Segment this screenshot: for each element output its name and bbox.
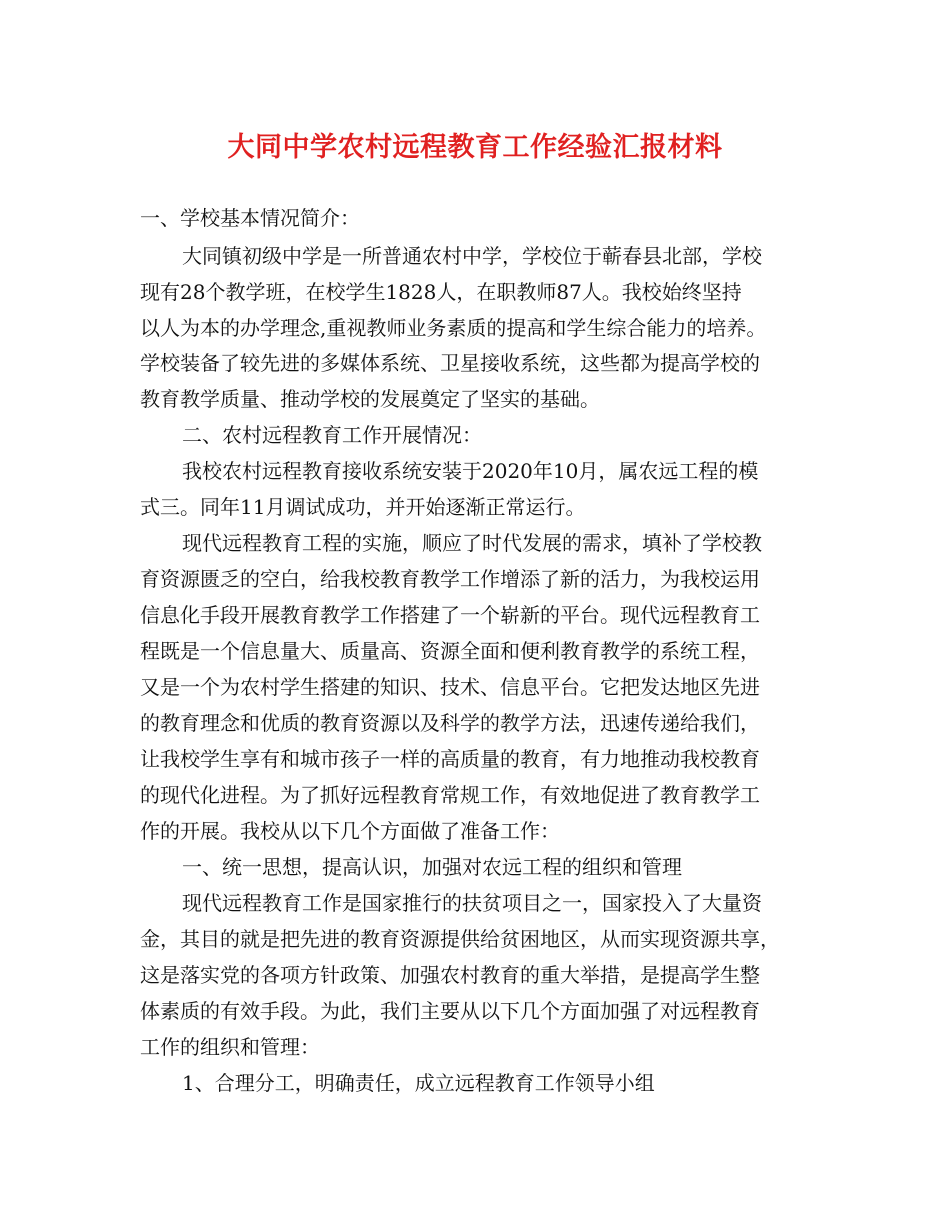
paragraph-line: 作的开展。我校从以下几个方面做了准备工作：	[140, 819, 560, 843]
paragraph-line: 程既是一个信息量大、质量高、资源全面和便利教育教学的系统工程，	[140, 639, 760, 663]
paragraph-line: 现代远程教育工程的实施，顺应了时代发展的需求，填补了学校教	[182, 531, 762, 555]
paragraph-line: 的教育理念和优质的教育资源以及科学的教学方法，迅速传递给我们，	[140, 711, 760, 735]
paragraph-line: 体素质的有效手段。为此，我们主要从以下几个方面加强了对远程教育	[140, 999, 760, 1023]
section-heading: 一、学校基本情况简介：	[140, 206, 360, 230]
paragraph-line: 这是落实党的各项方针政策、加强农村教育的重大举措，是提高学生整	[140, 963, 760, 987]
paragraph-line: 工作的组织和管理：	[140, 1035, 320, 1059]
paragraph-line: 现代远程教育工作是国家推行的扶贫项目之一，国家投入了大量资	[182, 891, 762, 915]
paragraph-line: 学校装备了较先进的多媒体系统、卫星接收系统，这些都为提高学校的	[140, 351, 760, 375]
section-heading: 一、统一思想，提高认识，加强对农远工程的组织和管理	[182, 855, 682, 879]
section-heading: 二、农村远程教育工作开展情况：	[182, 423, 482, 447]
section-heading: 1、合理分工，明确责任，成立远程教育工作领导小组	[182, 1071, 655, 1095]
paragraph-line: 我校农村远程教育接收系统安装于2020年10月，属农远工程的模	[182, 459, 759, 483]
paragraph-line: 现有28个教学班，在校学生1828人，在职教师87人。我校始终坚持	[140, 280, 742, 304]
paragraph-line: 让我校学生享有和城市孩子一样的高质量的教育，有力地推动我校教育	[140, 747, 760, 771]
paragraph-line: 大同镇初级中学是一所普通农村中学，学校位于蕲春县北部，学校	[182, 244, 762, 268]
paragraph-line: 教育教学质量、推动学校的发展奠定了坚实的基础。	[140, 387, 600, 411]
paragraph-line: 金，其目的就是把先进的教育资源提供给贫困地区，从而实现资源共享，	[140, 927, 780, 951]
paragraph-line: 以人为本的办学理念,重视教师业务素质的提高和学生综合能力的培养。	[140, 316, 767, 340]
paragraph-line: 式三。同年11月调试成功，并开始逐渐正常运行。	[140, 495, 586, 519]
paragraph-line: 信息化手段开展教育教学工作搭建了一个崭新的平台。现代远程教育工	[140, 603, 760, 627]
paragraph-line: 又是一个为农村学生搭建的知识、技术、信息平台。它把发达地区先进	[140, 675, 760, 699]
paragraph-line: 育资源匮乏的空白，给我校教育教学工作增添了新的活力，为我校运用	[140, 567, 760, 591]
paragraph-line: 的现代化进程。为了抓好远程教育常规工作，有效地促进了教育教学工	[140, 783, 760, 807]
document-title: 大同中学农村远程教育工作经验汇报材料	[227, 132, 723, 163]
